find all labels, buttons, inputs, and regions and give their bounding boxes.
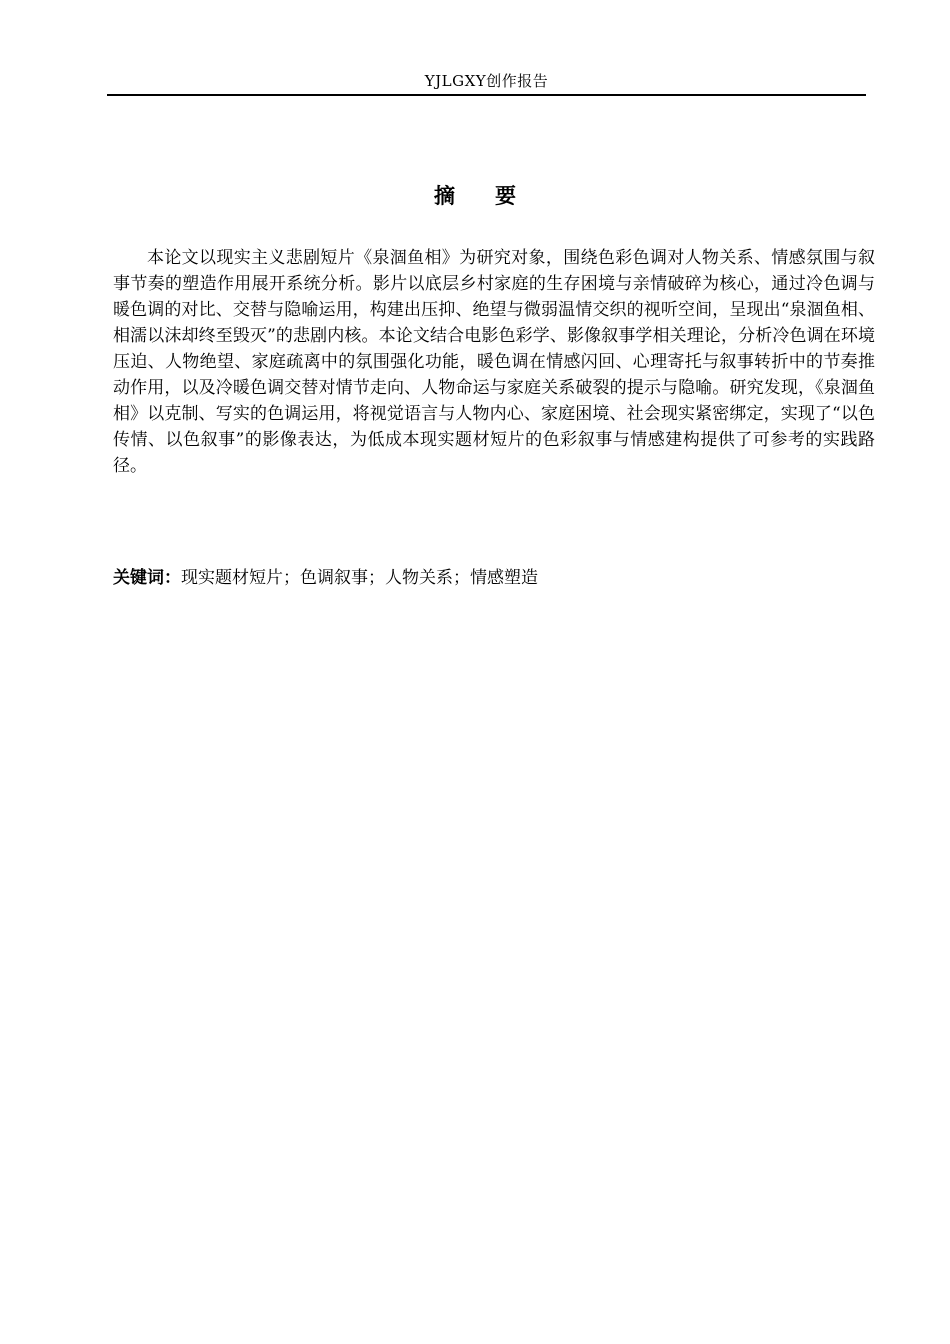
keywords-line	[113, 565, 875, 591]
page-header	[107, 70, 866, 96]
abstract-body: 本论文以现实主义悲剧短片《泉涸鱼相》为研究对象，围绕色彩色调对人物关系、情感氛围与叙事节奏的塑造作用展开系统分析。影片以底层乡村家庭的生存困境与亲情破碎为核心，通过冷色调与暖色调的对比、交替与隐喻运用，构建出压抑、绝望与微弱温情交织的视听空间，呈现出“泉涸鱼相、相濡以沫却终至毁灭”的悲剧内核。本论文结合电影色彩学、影像叙事学相关理论，分析冷色调在环境压迫、人物绝望、家庭疏离中的氛围强化功能，暖色调在情感闪回、心理寄托与叙事转折中的节奏推动作用，以及冷暖色调交替对情节走向、人物命运与家庭关系破裂的提示与隐喻。研究发现，《泉涸鱼相》以克制、写实的色调运用，将视觉语言与人物内心、家庭困境、社会现实紧密绑定，实现了“以色传情、以色叙事”的影像表达，为低成本现实题材短片的色彩叙事与情感建构提供了可参考的实践路径。	[113, 248, 875, 476]
keywords-label: 关键词：	[113, 568, 181, 588]
abstract-title: 摘要	[434, 184, 556, 208]
header-title: YJLGXY创作报告	[424, 72, 549, 90]
keywords-value: 现实题材短片；色调叙事；人物关系；情感塑造	[181, 568, 538, 588]
